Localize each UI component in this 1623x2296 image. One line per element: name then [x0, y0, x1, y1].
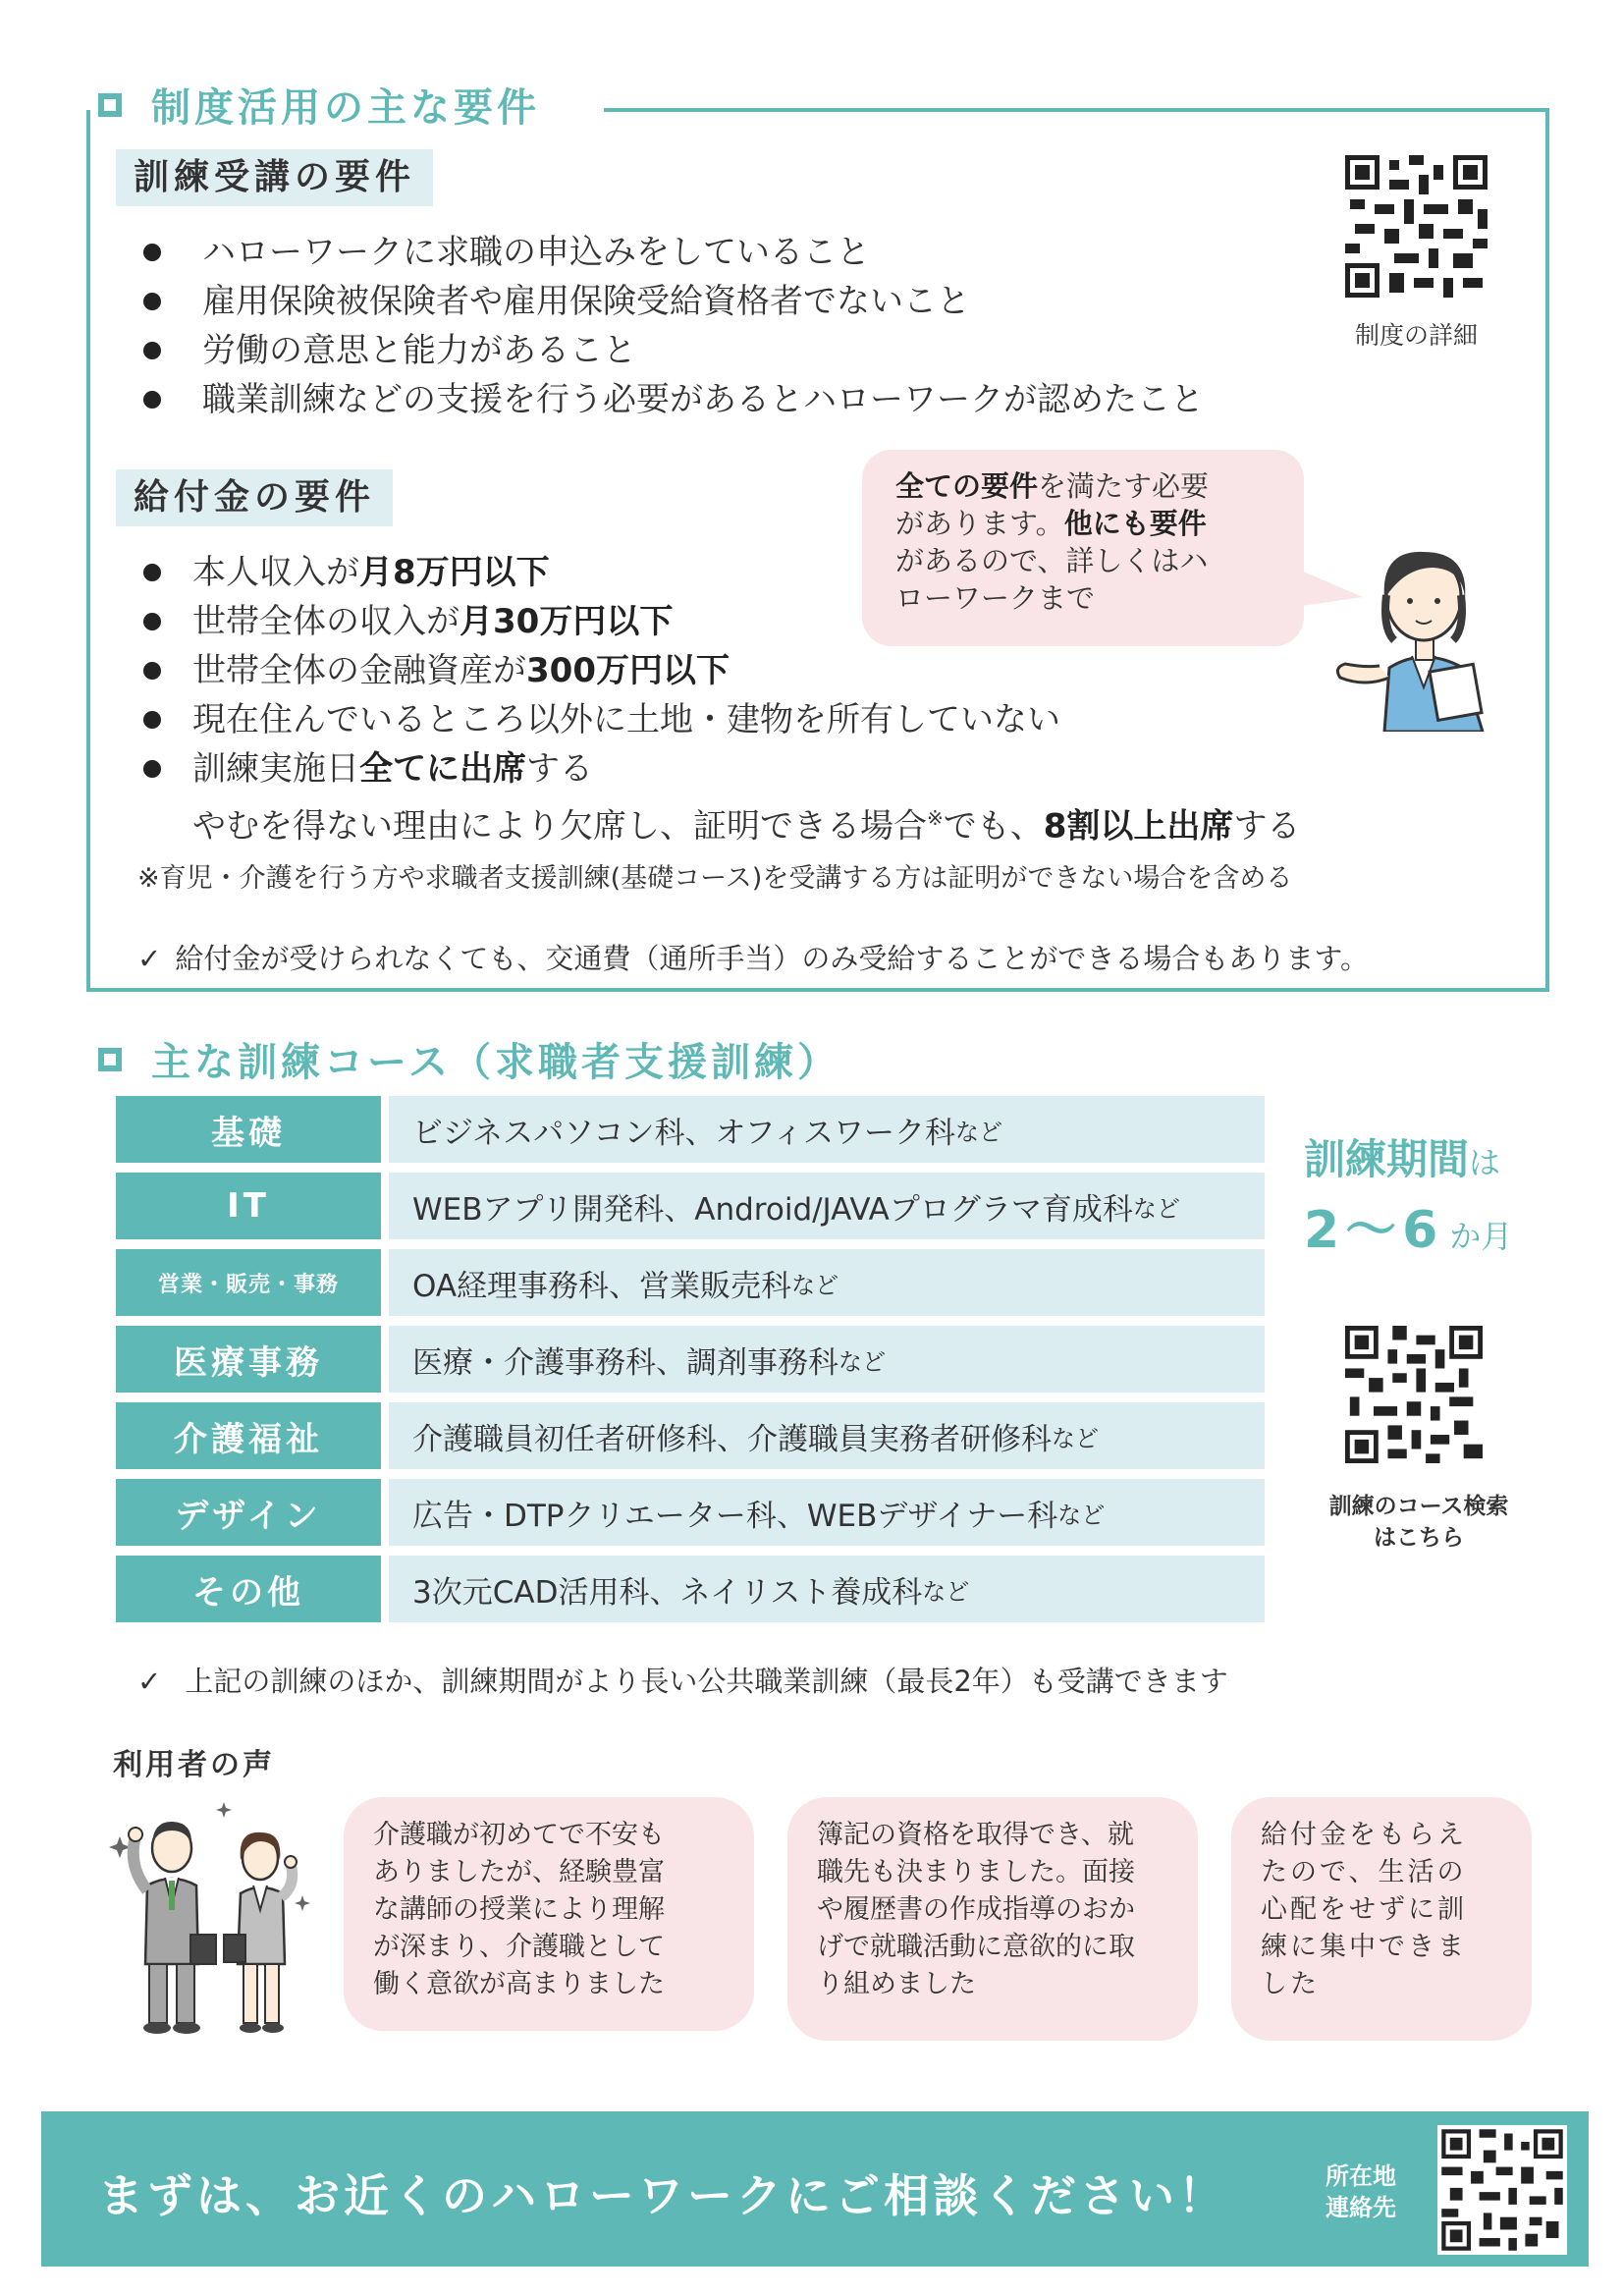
- footer-banner: [41, 2111, 1589, 2267]
- bullet-icon: [143, 662, 161, 680]
- list-item: ハローワークに求職の申込みをしていること: [143, 228, 1204, 277]
- speech-bubble: 全ての要件を満たす必要 があります。他にも要件 があるので、詳しくはハ ローワークまで: [862, 450, 1304, 646]
- footer-contact-label: 所在地 連絡先: [1325, 2162, 1396, 2221]
- list-item: 職業訓練などの支援を行う必要があるとハローワークが認めたこと: [143, 375, 1204, 424]
- course-desc: WEBアプリ開発科、Android/JAVAプログラマ育成科 など: [389, 1173, 1265, 1239]
- training-period-value: 2～6 か月: [1304, 1201, 1513, 1260]
- course-category: 医療事務: [116, 1326, 381, 1393]
- voice-card: 給付金をもらえ たので、生活の 心配をせずに訓 練に集中できま した: [1231, 1797, 1532, 2041]
- qr-code-system-details[interactable]: [1345, 155, 1488, 298]
- attendance-note: やむを得ない理由により欠席し、証明できる場合※でも、8割以上出席する: [192, 806, 1301, 847]
- list-item: 現在住んでいるところ以外に土地・建物を所有していない: [143, 695, 1300, 744]
- benefit-heading: 給付金の要件: [116, 469, 393, 526]
- course-desc: OA経理事務科、営業販売科 など: [389, 1249, 1265, 1316]
- course-row: [116, 1556, 1265, 1622]
- course-row: [116, 1326, 1265, 1393]
- course-category: 基礎: [116, 1096, 381, 1163]
- check-note: ✓ 上記の訓練のほか、訓練期間がより長い公共職業訓練（最長2年）も受講できます: [137, 1665, 1228, 1698]
- list-item: 雇用保険被保険者や雇用保険受給資格者でないこと: [143, 277, 1204, 326]
- bullet-icon: [143, 564, 161, 581]
- footer-message: まずは、お近くのハローワークにご相談ください！: [98, 2169, 1227, 2222]
- course-category: デザイン: [116, 1479, 381, 1546]
- voice-card: 簿記の資格を取得でき、就 職先も決まりました。面接 や履歴書の作成指導のおか げで就職活動に意欲的に取 り組めました: [787, 1797, 1198, 2041]
- qr-caption: 制度の詳細: [1354, 321, 1478, 350]
- voices-title: 利用者の声: [113, 1748, 275, 1782]
- users-illustration: [108, 1787, 324, 2043]
- course-category: その他: [116, 1556, 381, 1622]
- section-title: 制度活用の主な要件: [151, 85, 540, 131]
- qr-code-location[interactable]: [1437, 2125, 1567, 2255]
- bullet-icon: [143, 760, 161, 778]
- bullet-icon: [143, 244, 161, 261]
- course-category: IT: [116, 1173, 381, 1239]
- course-desc: 3次元CAD活用科、ネイリスト養成科 など: [389, 1556, 1265, 1622]
- footnote: ※育児・介護を行う方や求職者支援訓練(基礎コース)を受講する方は証明ができない場合を含める: [137, 863, 1293, 894]
- section-header-courses: [98, 1031, 840, 1087]
- checkmark-icon: ✓: [137, 1665, 162, 1698]
- requirements-list: [143, 228, 1204, 424]
- staff-woman-illustration: [1325, 530, 1522, 732]
- bullet-icon: [143, 293, 161, 310]
- qr-code-course-search[interactable]: [1345, 1326, 1483, 1463]
- list-item: 労働の意思と能力があること: [143, 326, 1204, 375]
- list-item: 本人収入が月8万円以下: [143, 548, 1300, 597]
- voice-card: 介護職が初めてで不安も ありましたが、経験豊富 な講師の授業により理解 が深まり、介護職として 働く意欲が高まりました: [344, 1797, 754, 2031]
- course-desc: ビジネスパソコン科、オフィスワーク科 など: [389, 1096, 1265, 1163]
- course-row: [116, 1479, 1265, 1546]
- list-item: 世帯全体の金融資産が300万円以下: [143, 646, 1300, 695]
- requirements-heading: 訓練受講の要件: [116, 149, 433, 206]
- course-row: [116, 1173, 1265, 1239]
- course-desc: 広告・DTPクリエーター科、WEBデザイナー科 など: [389, 1479, 1265, 1546]
- square-bullet-icon: [98, 1048, 122, 1071]
- course-row: [116, 1249, 1265, 1316]
- qr-caption: 訓練のコース検索 はこちら: [1328, 1494, 1509, 1551]
- course-category: 介護福祉: [116, 1402, 381, 1469]
- list-item: 世帯全体の収入が月30万円以下: [143, 597, 1300, 646]
- check-note: ✓ 給付金が受けられなくても、交通費（通所手当）のみ受給することができる場合もあります。: [137, 942, 1369, 975]
- bullet-icon: [143, 711, 161, 729]
- course-row: [116, 1402, 1265, 1469]
- course-row: [116, 1096, 1265, 1163]
- checkmark-icon: ✓: [137, 942, 162, 975]
- bullet-icon: [143, 391, 161, 409]
- training-period-label: 訓練期間は: [1304, 1135, 1501, 1183]
- bullet-icon: [143, 342, 161, 359]
- list-item: 訓練実施日全てに出席する: [143, 744, 1300, 793]
- course-category: 営業・販売・事務: [116, 1249, 381, 1316]
- course-desc: 介護職員初任者研修科、介護職員実務者研修科 など: [389, 1402, 1265, 1469]
- section-title: 主な訓練コース（求職者支援訓練）: [151, 1040, 840, 1085]
- course-desc: 医療・介護事務科、調剤事務科 など: [389, 1326, 1265, 1393]
- bullet-icon: [143, 613, 161, 630]
